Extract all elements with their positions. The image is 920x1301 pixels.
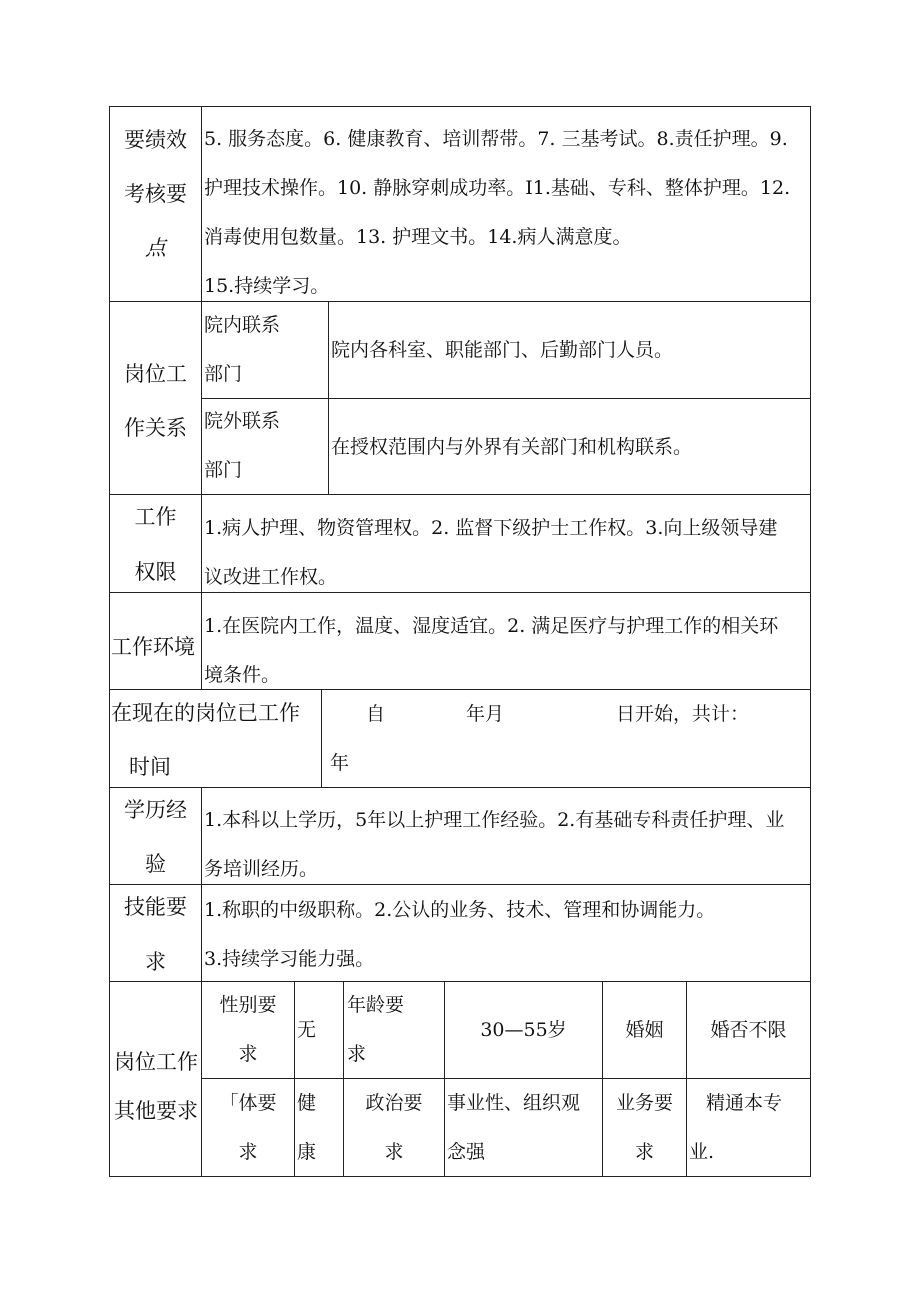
- perf-text-line: 消毒使用包数量。13. 护理文书。14.病人满意度。: [204, 226, 632, 248]
- education-text-line: 务培训经历。: [204, 858, 319, 880]
- marriage-value: 婚否不限: [710, 1019, 787, 1041]
- column-divider: [321, 689, 322, 787]
- tenure-label-line: 时间: [129, 755, 171, 779]
- business-value-line: 精通本专: [706, 1092, 783, 1114]
- external-label-line: 部门: [204, 459, 243, 481]
- skills-text-line: 3.持续学习能力强。: [204, 948, 375, 970]
- education-text-line: 1.本科以上学历，5年以上护理工作经验。2.有基础专科责任护理、业: [204, 809, 785, 831]
- authority-text-line: 1.病人护理、物资管理权。2. 监督下级护士工作权。3.向上级领导建: [204, 517, 778, 539]
- internal-label-line: 部门: [204, 363, 243, 385]
- column-divider: [294, 981, 295, 1176]
- perf-text-line: 15.持续学习。: [204, 275, 330, 297]
- business-value-line: 业.: [689, 1141, 715, 1163]
- skills-text-line: 1.称职的中级职称。2.公认的业务、技术、管理和协调能力。: [204, 899, 716, 921]
- table-border-top: [109, 106, 811, 107]
- external-label-line: 院外联系: [204, 410, 281, 432]
- skills-label-line: 求: [145, 950, 166, 974]
- perf-label-line: 考核要: [124, 182, 187, 206]
- politics-label-line: 政治要: [365, 1092, 423, 1114]
- authority-text-line: 议改进工作权。: [204, 566, 338, 588]
- tenure-label-line: 在现在的岗位已工作: [111, 701, 300, 725]
- perf-label-line: 点: [145, 236, 166, 260]
- education-label-line: 学历经: [124, 798, 187, 822]
- health-value-line: 健: [297, 1092, 317, 1114]
- perf-label-line: 要绩效: [124, 128, 187, 152]
- external-value: 在授权范围内与外界有关部门和机构联系。: [331, 436, 693, 458]
- table-border-right: [810, 106, 811, 1176]
- business-label-line: 业务要: [615, 1092, 673, 1114]
- education-label-line: 验: [145, 852, 166, 876]
- environment-text-line: 境条件。: [204, 664, 281, 686]
- marriage-label: 婚姻: [625, 1019, 664, 1041]
- business-label-line: 求: [634, 1141, 654, 1163]
- row-divider: [201, 398, 811, 399]
- environment-label: 工作环境: [111, 635, 195, 659]
- age-value: 30—55岁: [480, 1019, 567, 1041]
- health-label-line: 求: [238, 1141, 258, 1163]
- age-label-line: 求: [347, 1043, 367, 1065]
- perf-text-line: 5. 服务态度。6. 健康教育、培训帮带。7. 三基考试。8.责任护理。9.: [204, 128, 788, 150]
- row-divider: [109, 787, 811, 788]
- politics-value-line: 念强: [447, 1141, 486, 1163]
- tenure-year: 年: [330, 752, 350, 774]
- other-label-line: 岗位工作: [114, 1050, 198, 1074]
- environment-text-line: 1.在医院内工作，温度、湿度适宜。2. 满足医疗与护理工作的相关环: [204, 615, 779, 637]
- skills-label-line: 技能要: [124, 895, 187, 919]
- politics-label-line: 求: [384, 1141, 404, 1163]
- politics-value-line: 事业性、组织观: [447, 1092, 581, 1114]
- gender-value: 无: [297, 1019, 317, 1041]
- perf-text-line: 护理技术操作。10. 静脉穿刺成功率。I1.基础、专科、整体护理。12.: [204, 177, 791, 199]
- tenure-day: 日开始，共计：: [616, 703, 750, 725]
- tenure-from: 自: [366, 703, 386, 725]
- authority-label-line: 权限: [134, 560, 177, 584]
- tenure-month: 年月: [466, 703, 505, 725]
- age-label-line: 年龄要: [347, 994, 405, 1016]
- authority-label-line: 工作: [134, 505, 177, 529]
- relations-label-line: 作关系: [124, 416, 187, 440]
- health-value-line: 康: [297, 1141, 317, 1163]
- gender-label-line: 性别要: [219, 994, 277, 1016]
- internal-value: 院内各科室、职能部门、后勤部门人员。: [331, 339, 674, 361]
- internal-label-line: 院内联系: [204, 314, 281, 336]
- other-label-line: 其他要求: [114, 1099, 198, 1123]
- gender-label-line: 求: [238, 1043, 258, 1065]
- relations-label-line: 岗位工: [124, 362, 187, 386]
- health-label-line: 「体要: [219, 1092, 277, 1114]
- column-divider: [201, 106, 202, 689]
- column-divider: [328, 301, 329, 494]
